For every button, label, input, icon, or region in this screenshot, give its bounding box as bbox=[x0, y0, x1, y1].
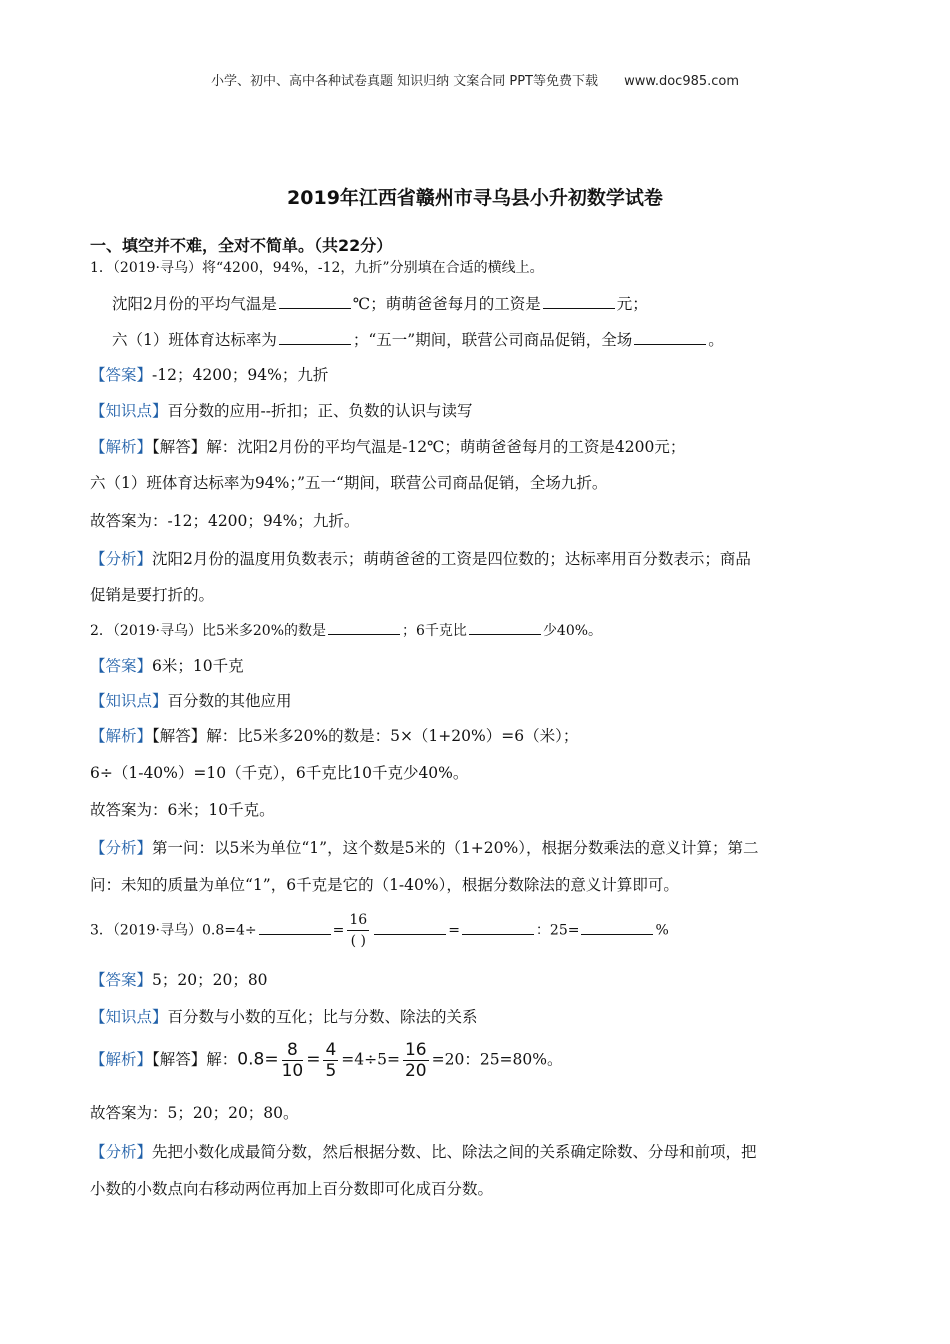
q2-explain-line2: 6÷（1-40%）=10（千克），6千克比10千克少40%。 bbox=[90, 764, 469, 782]
page-title: 2019年江西省赣州市寻乌县小升初数学试卷 bbox=[287, 187, 663, 209]
blank[interactable] bbox=[279, 330, 351, 345]
q1-explain-line2: 六（1）班体育达标率为94%；”五一“期间，联营公司商品促销，全场九折。 bbox=[90, 474, 608, 492]
q1-explain-line3: 故答案为：-12；4200；94%；九折。 bbox=[90, 512, 360, 530]
q1-answer: 【答案】-12；4200；94%；九折 bbox=[90, 366, 329, 384]
fraction: $\frac{8}{10}$ bbox=[281, 1040, 304, 1081]
q2-analysis-line2: 问：未知的质量为单位“1”，6千克是它的（1-40%），根据分数除法的意义计算即可。 bbox=[90, 876, 679, 894]
blank[interactable] bbox=[259, 920, 331, 935]
fraction: $\frac{16}{20}$ bbox=[404, 1040, 427, 1081]
fraction: $\frac{16}{( )}$ bbox=[349, 912, 368, 949]
q3-explain: 【解析】【解答】解：0.8= $\frac{8}{10}$ = $\frac{4}{5}$ =4÷5= $\frac{16}{20}$ =20：25=80%。 bbox=[90, 1040, 563, 1081]
header-url[interactable]: www.doc985.com bbox=[624, 74, 740, 89]
blank[interactable] bbox=[328, 620, 400, 635]
q2-explain: 【解析】【解答】解：比5米多20%的数是：5×（1+20%）=6（米）； bbox=[90, 727, 579, 745]
q3-explain-line2: 故答案为：5；20；20；80。 bbox=[90, 1104, 299, 1122]
blank[interactable] bbox=[279, 294, 351, 309]
q1-explain: 【解析】【解答】解：沈阳2月份的平均气温是-12℃；萌萌爸爸每月的工资是4200元； bbox=[90, 438, 686, 456]
q1-line3: 六（1）班体育达标率为 ；“五一”期间，联营公司商品促销，全场 。 bbox=[112, 331, 724, 349]
page-header bbox=[0, 70, 950, 89]
q1-line2: 沈阳2月份的平均气温是 ℃；萌萌爸爸每月的工资是 元； bbox=[112, 295, 648, 313]
q3-analysis: 【分析】先把小数化成最简分数，然后根据分数、比、除法之间的关系确定除数、分母和前项，把 bbox=[90, 1143, 757, 1161]
blank[interactable] bbox=[374, 920, 446, 935]
q2-answer: 【答案】6米；10千克 bbox=[90, 657, 244, 675]
blank[interactable] bbox=[634, 330, 706, 345]
fraction: $\frac{4}{5}$ bbox=[325, 1040, 337, 1081]
q1-analysis-line2: 促销是要打折的。 bbox=[90, 586, 215, 604]
q2-analysis: 【分析】第一问：以5米为单位“1”，这个数是5米的（1+20%），根据分数乘法的意义计算；第二 bbox=[90, 839, 759, 857]
q1-analysis: 【分析】沈阳2月份的温度用负数表示；萌萌爸爸的工资是四位数的；达标率用百分数表示；商品 bbox=[90, 550, 751, 568]
q1-stem: 1．（2019·寻乌）将“4200，94%，-12，九折”分别填在合适的横线上。 bbox=[90, 260, 544, 276]
blank[interactable] bbox=[462, 920, 534, 935]
header-text: 小学、初中、高中各种试卷真题 知识归纳 文案合同 PPT等免费下载 bbox=[210, 74, 598, 89]
blank[interactable] bbox=[543, 294, 615, 309]
q2-explain-line3: 故答案为：6米；10千克。 bbox=[90, 801, 275, 819]
q3-answer: 【答案】5；20；20；80 bbox=[90, 971, 268, 989]
q3-stem: 3．（2019·寻乌）0.8=4÷ = $\frac{16}{( )}$ = ：25= % bbox=[90, 912, 669, 949]
q2-stem: 2．（2019·寻乌）比5米多20%的数是 ；6千克比 少40%。 bbox=[90, 620, 602, 641]
q2-knowledge: 【知识点】百分数的其他应用 bbox=[90, 692, 292, 710]
blank[interactable] bbox=[581, 920, 653, 935]
section-heading: 一、填空并不难，全对不简单。（共22分） bbox=[90, 236, 393, 255]
q3-analysis-line2: 小数的小数点向右移动两位再加上百分数即可化成百分数。 bbox=[90, 1180, 494, 1198]
blank[interactable] bbox=[469, 620, 541, 635]
q1-knowledge: 【知识点】百分数的应用--折扣；正、负数的认识与读写 bbox=[90, 402, 473, 420]
q3-knowledge: 【知识点】百分数与小数的互化；比与分数、除法的关系 bbox=[90, 1008, 478, 1026]
